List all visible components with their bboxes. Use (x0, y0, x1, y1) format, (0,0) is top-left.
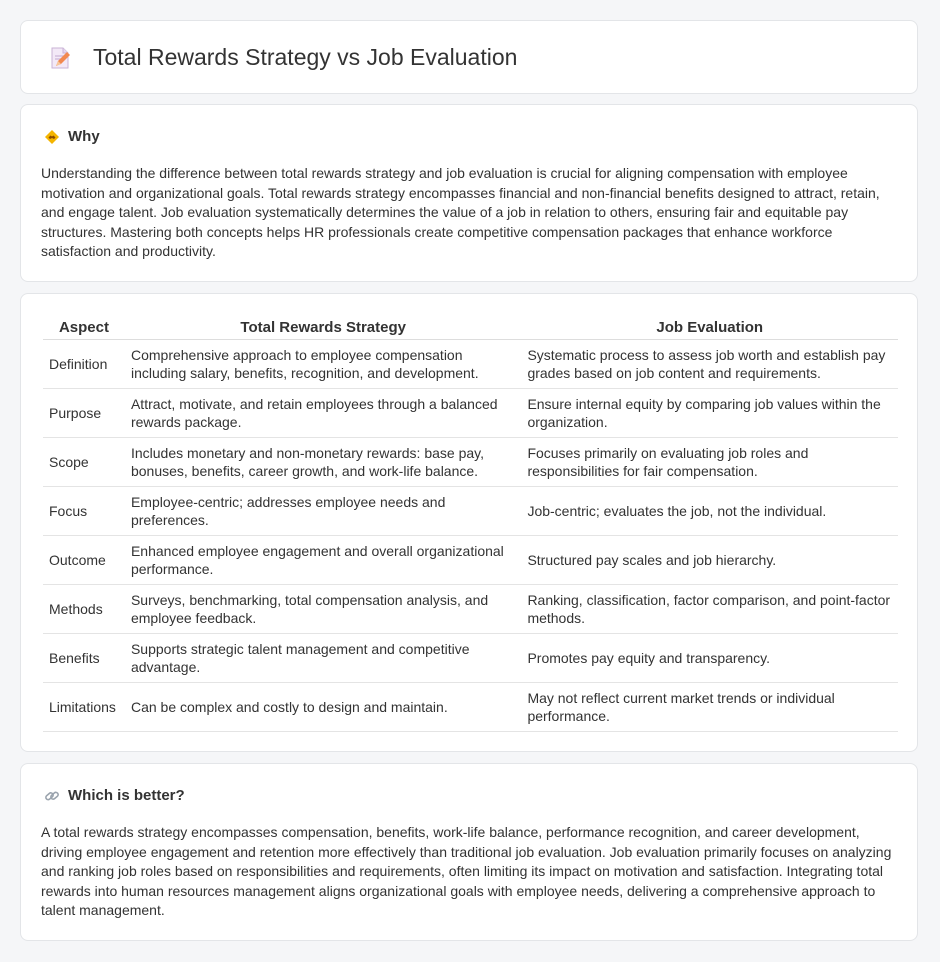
row-total-rewards: Includes monetary and non-monetary rewards: base pay, bonuses, benefits, career growth, and work-life balance. (125, 438, 521, 487)
better-title: Which is better? (68, 787, 185, 804)
better-heading (44, 787, 185, 804)
link-icon (44, 788, 60, 804)
row-job-evaluation: Systematic process to assess job worth and establish pay grades based on job content and requirements. (521, 340, 898, 389)
table-row (43, 487, 898, 536)
row-job-evaluation: Promotes pay equity and transparency. (521, 634, 898, 683)
title-row (47, 44, 517, 71)
which-is-better-card (20, 763, 918, 941)
row-total-rewards: Can be complex and costly to design and maintain. (125, 683, 521, 732)
row-aspect: Focus (43, 487, 125, 536)
document-pencil-icon (47, 45, 73, 71)
table-row (43, 683, 898, 732)
comparison-table (43, 315, 898, 732)
row-aspect: Purpose (43, 389, 125, 438)
row-aspect: Scope (43, 438, 125, 487)
row-job-evaluation: Structured pay scales and job hierarchy. (521, 536, 898, 585)
row-aspect: Benefits (43, 634, 125, 683)
header-total-rewards: Total Rewards Strategy (125, 315, 521, 340)
table-row (43, 536, 898, 585)
table-row (43, 634, 898, 683)
row-job-evaluation: Job-centric; evaluates the job, not the individual. (521, 487, 898, 536)
row-aspect: Outcome (43, 536, 125, 585)
handshake-icon (44, 129, 60, 145)
row-total-rewards: Comprehensive approach to employee compensation including salary, benefits, recognition, and development. (125, 340, 521, 389)
better-body: A total rewards strategy encompasses compensation, benefits, work-life balance, performance recognition, and career development, driving employee engagement and retention more effectively than traditional job evaluation. Job evaluation primarily focuses on analyzing and ranking job roles based on responsibilities and requirements, often limiting its impact on motivation and satisfaction. Integrating total rewards into human resources management aligns organizational goals with employee needs, delivering a comprehensive approach to talent management. (41, 824, 892, 919)
row-job-evaluation: Ranking, classification, factor comparison, and point-factor methods. (521, 585, 898, 634)
row-job-evaluation: May not reflect current market trends or individual performance. (521, 683, 898, 732)
header-aspect: Aspect (43, 315, 125, 340)
why-title: Why (68, 128, 100, 145)
table-header-row (43, 315, 898, 340)
table-row (43, 585, 898, 634)
row-total-rewards: Supports strategic talent management and competitive advantage. (125, 634, 521, 683)
row-job-evaluation: Ensure internal equity by comparing job values within the organization. (521, 389, 898, 438)
page-title: Total Rewards Strategy vs Job Evaluation (93, 44, 518, 70)
row-total-rewards: Attract, motivate, and retain employees through a balanced rewards package. (125, 389, 521, 438)
why-heading (44, 128, 100, 145)
row-job-evaluation: Focuses primarily on evaluating job roles and responsibilities for fair compensation. (521, 438, 898, 487)
row-total-rewards: Enhanced employee engagement and overall organizational performance. (125, 536, 521, 585)
table-row (43, 438, 898, 487)
why-body: Understanding the difference between total rewards strategy and job evaluation is crucial for aligning compensation with employee motivation and organizational goals. Total rewards strategy encompasses financial and non-financial benefits designed to attract, retain, and engage talent. Job evaluation systematically determines the value of a job in relation to others, ensuring fair and equitable pay structures. Mastering both concepts helps HR professionals create competitive compensation packages that enhance workforce satisfaction and productivity. (41, 165, 880, 260)
row-aspect: Definition (43, 340, 125, 389)
comparison-card (20, 293, 918, 752)
why-card (20, 104, 918, 282)
table-row (43, 389, 898, 438)
row-total-rewards: Employee-centric; addresses employee needs and preferences. (125, 487, 521, 536)
row-aspect: Methods (43, 585, 125, 634)
row-aspect: Limitations (43, 683, 125, 732)
row-total-rewards: Surveys, benchmarking, total compensation analysis, and employee feedback. (125, 585, 521, 634)
header-card (20, 20, 918, 94)
table-row (43, 340, 898, 389)
header-job-evaluation: Job Evaluation (521, 315, 898, 340)
